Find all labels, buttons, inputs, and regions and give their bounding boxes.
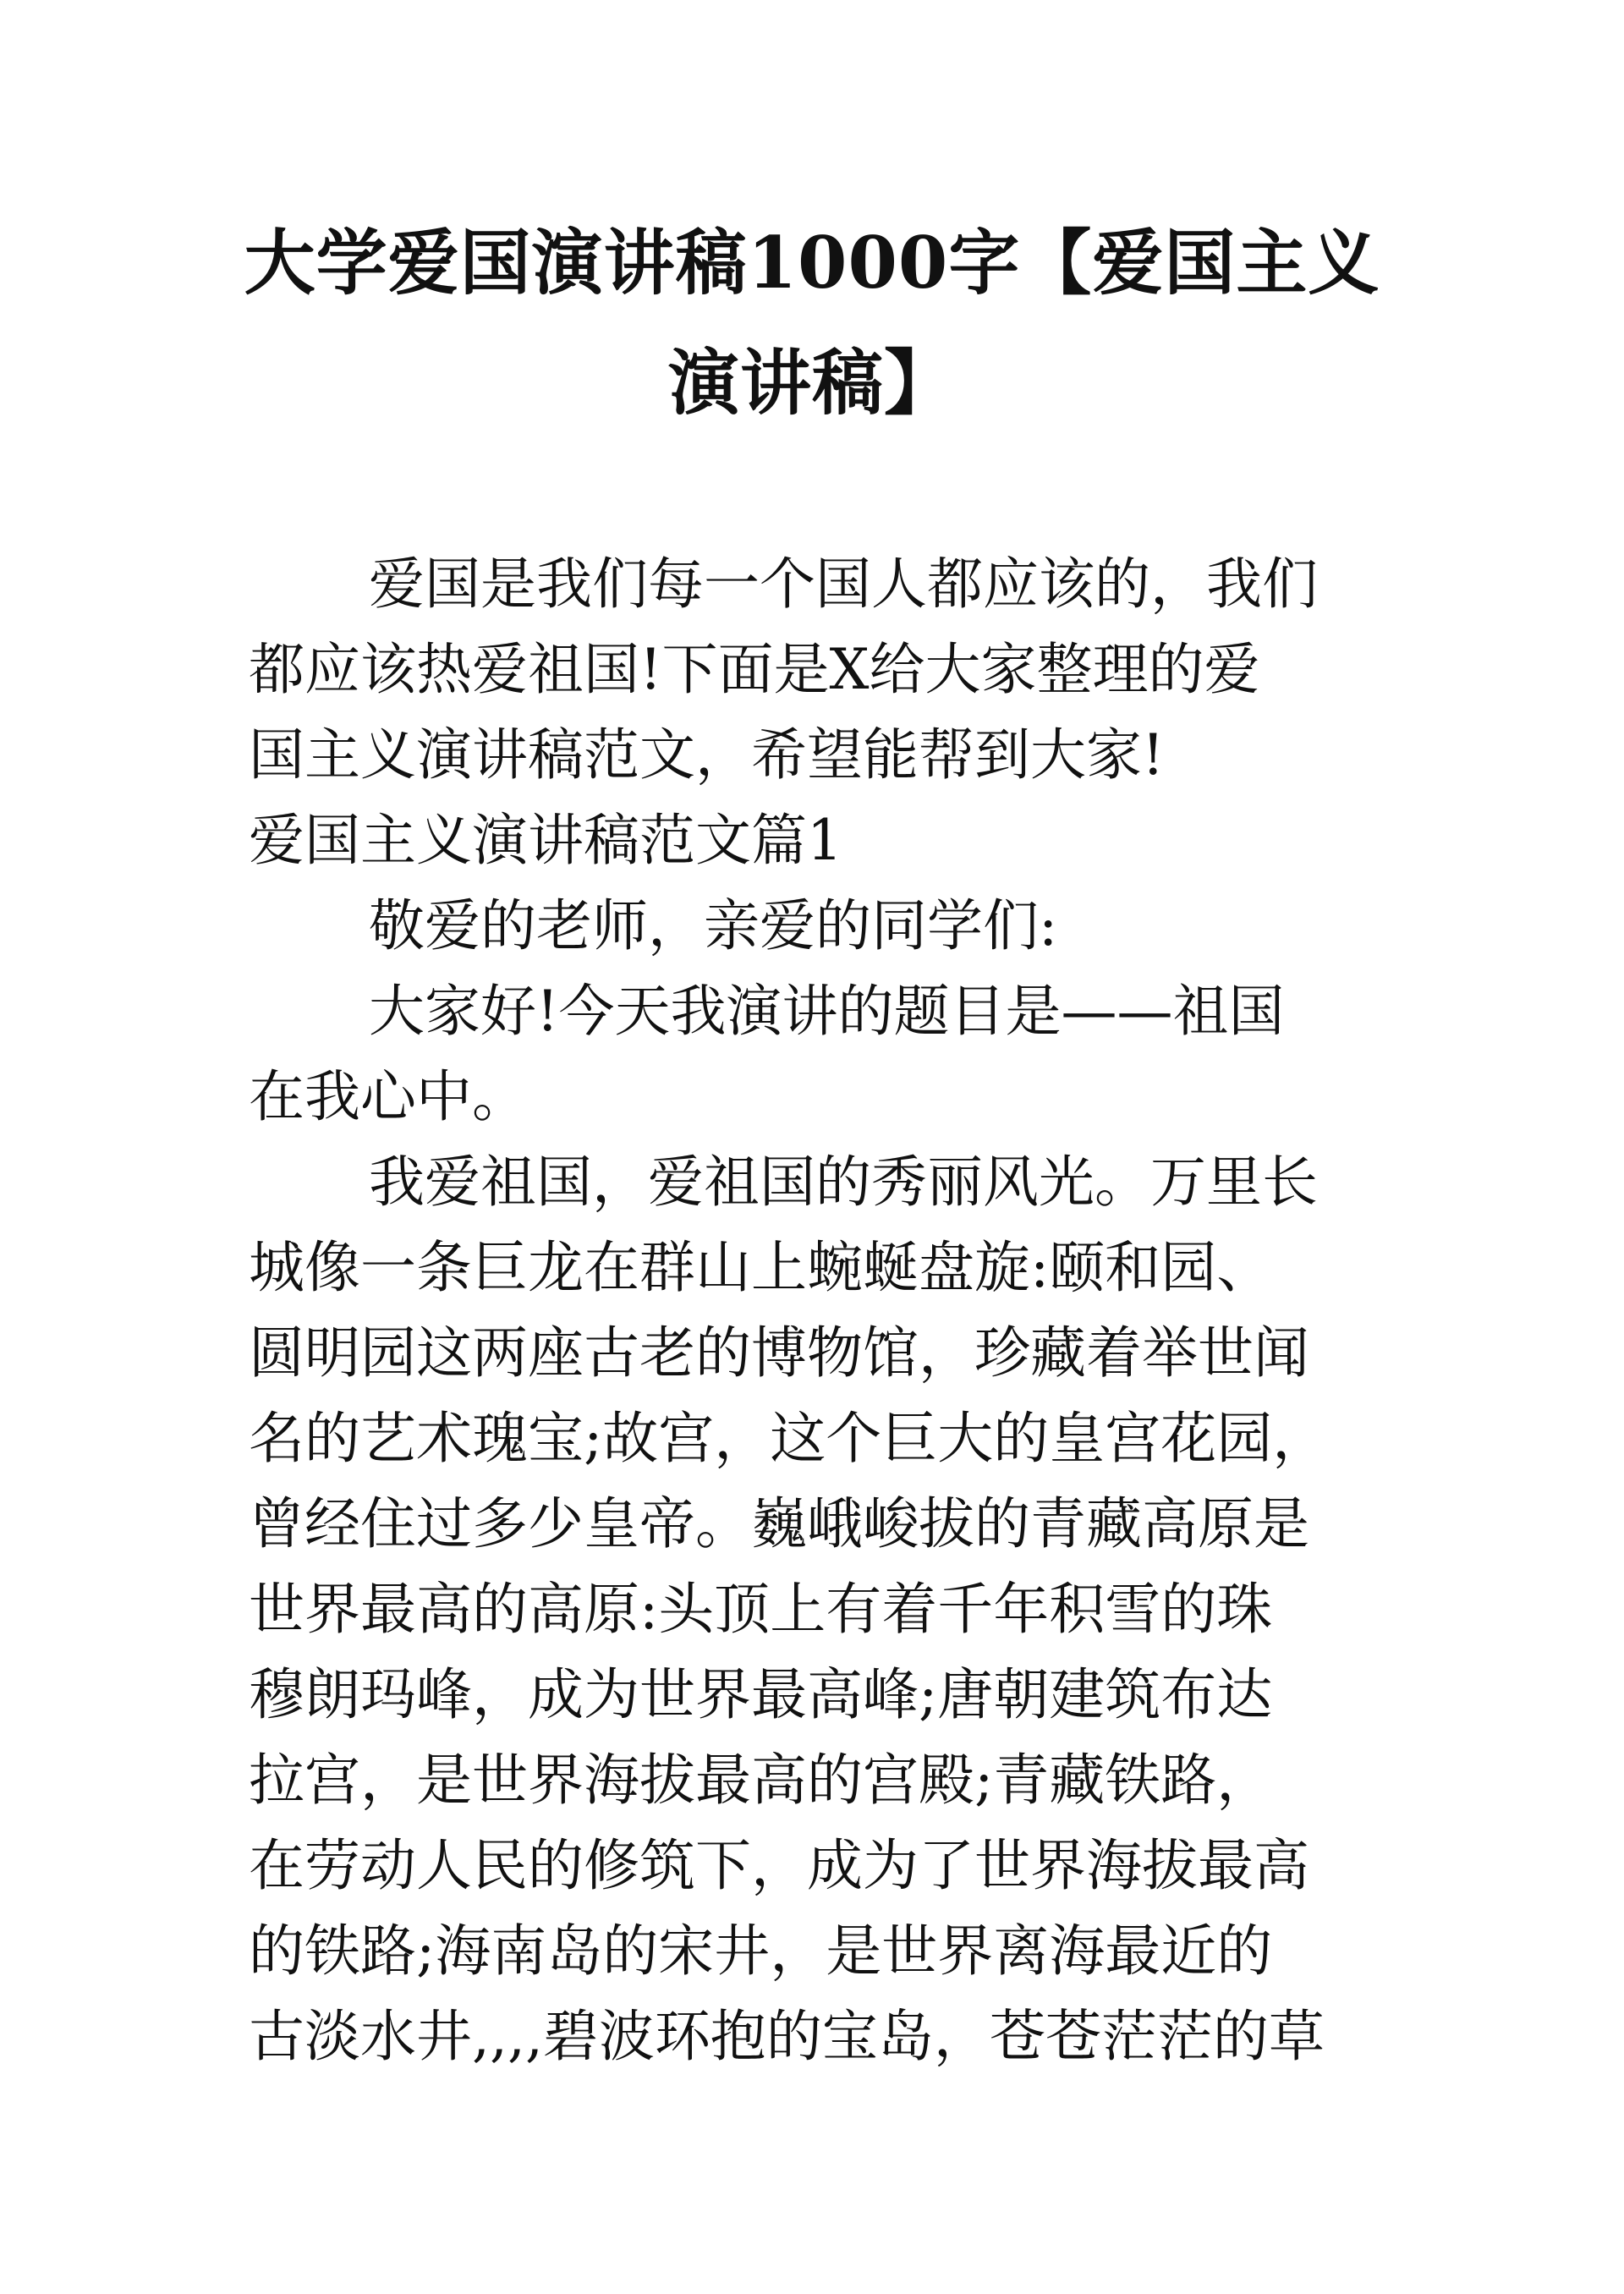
body-line: 的铁路;海南岛的宋井，是世界离海最近的 [249, 1918, 1273, 1984]
body-line: 在劳动人民的修筑下，成为了世界海拔最高 [249, 1833, 1309, 1898]
body-line: 在我心中。 [249, 1064, 528, 1129]
body-line: 曾经住过多少皇帝。巍峨峻拔的青藏高原是 [249, 1491, 1309, 1556]
body-line: 城像一条巨龙在群山上蜿蜒盘旋:颐和园、 [249, 1235, 1273, 1300]
title-line-2: 演讲稿】 [667, 341, 956, 425]
body-line: 爱国是我们每一个国人都应该的，我们 [369, 552, 1318, 617]
section-heading: 爱国主义演讲稿范文篇1 [249, 808, 842, 873]
body-line: 世界最高的高原:头顶上有着千年积雪的珠 [249, 1577, 1273, 1642]
body-line: 我爱祖国，爱祖国的秀丽风光。万里长 [369, 1150, 1318, 1215]
body-line: 穆朗玛峰，成为世界最高峰;唐朝建筑布达 [249, 1662, 1273, 1727]
body-line: 名的艺术瑰宝;故宫，这个巨大的皇宫花园， [249, 1406, 1329, 1471]
body-line: 国主义演讲稿范文，希望能帮到大家! [249, 722, 1165, 788]
document-body [249, 541, 1424, 2079]
document-title [211, 203, 1413, 443]
title-line-1: 大学爱国演讲稿1000字【爱国主义 [244, 221, 1380, 305]
salutation-line: 敬爱的老师，亲爱的同学们: [369, 893, 1058, 958]
body-line: 古淡水井,,,,碧波环抱的宝岛，苍苍茫茫的草 [249, 2004, 1325, 2069]
body-line: 大家好!今天我演讲的题目是——祖国 [369, 979, 1285, 1044]
body-line: 拉宫，是世界海拔最高的宫殿;青藏铁路， [249, 1748, 1273, 1813]
body-line: 圆明园这两座古老的博物馆，珍藏着举世闻 [249, 1320, 1309, 1386]
body-line: 都应该热爱祖国!下面是X给大家整理的爱 [249, 637, 1260, 702]
